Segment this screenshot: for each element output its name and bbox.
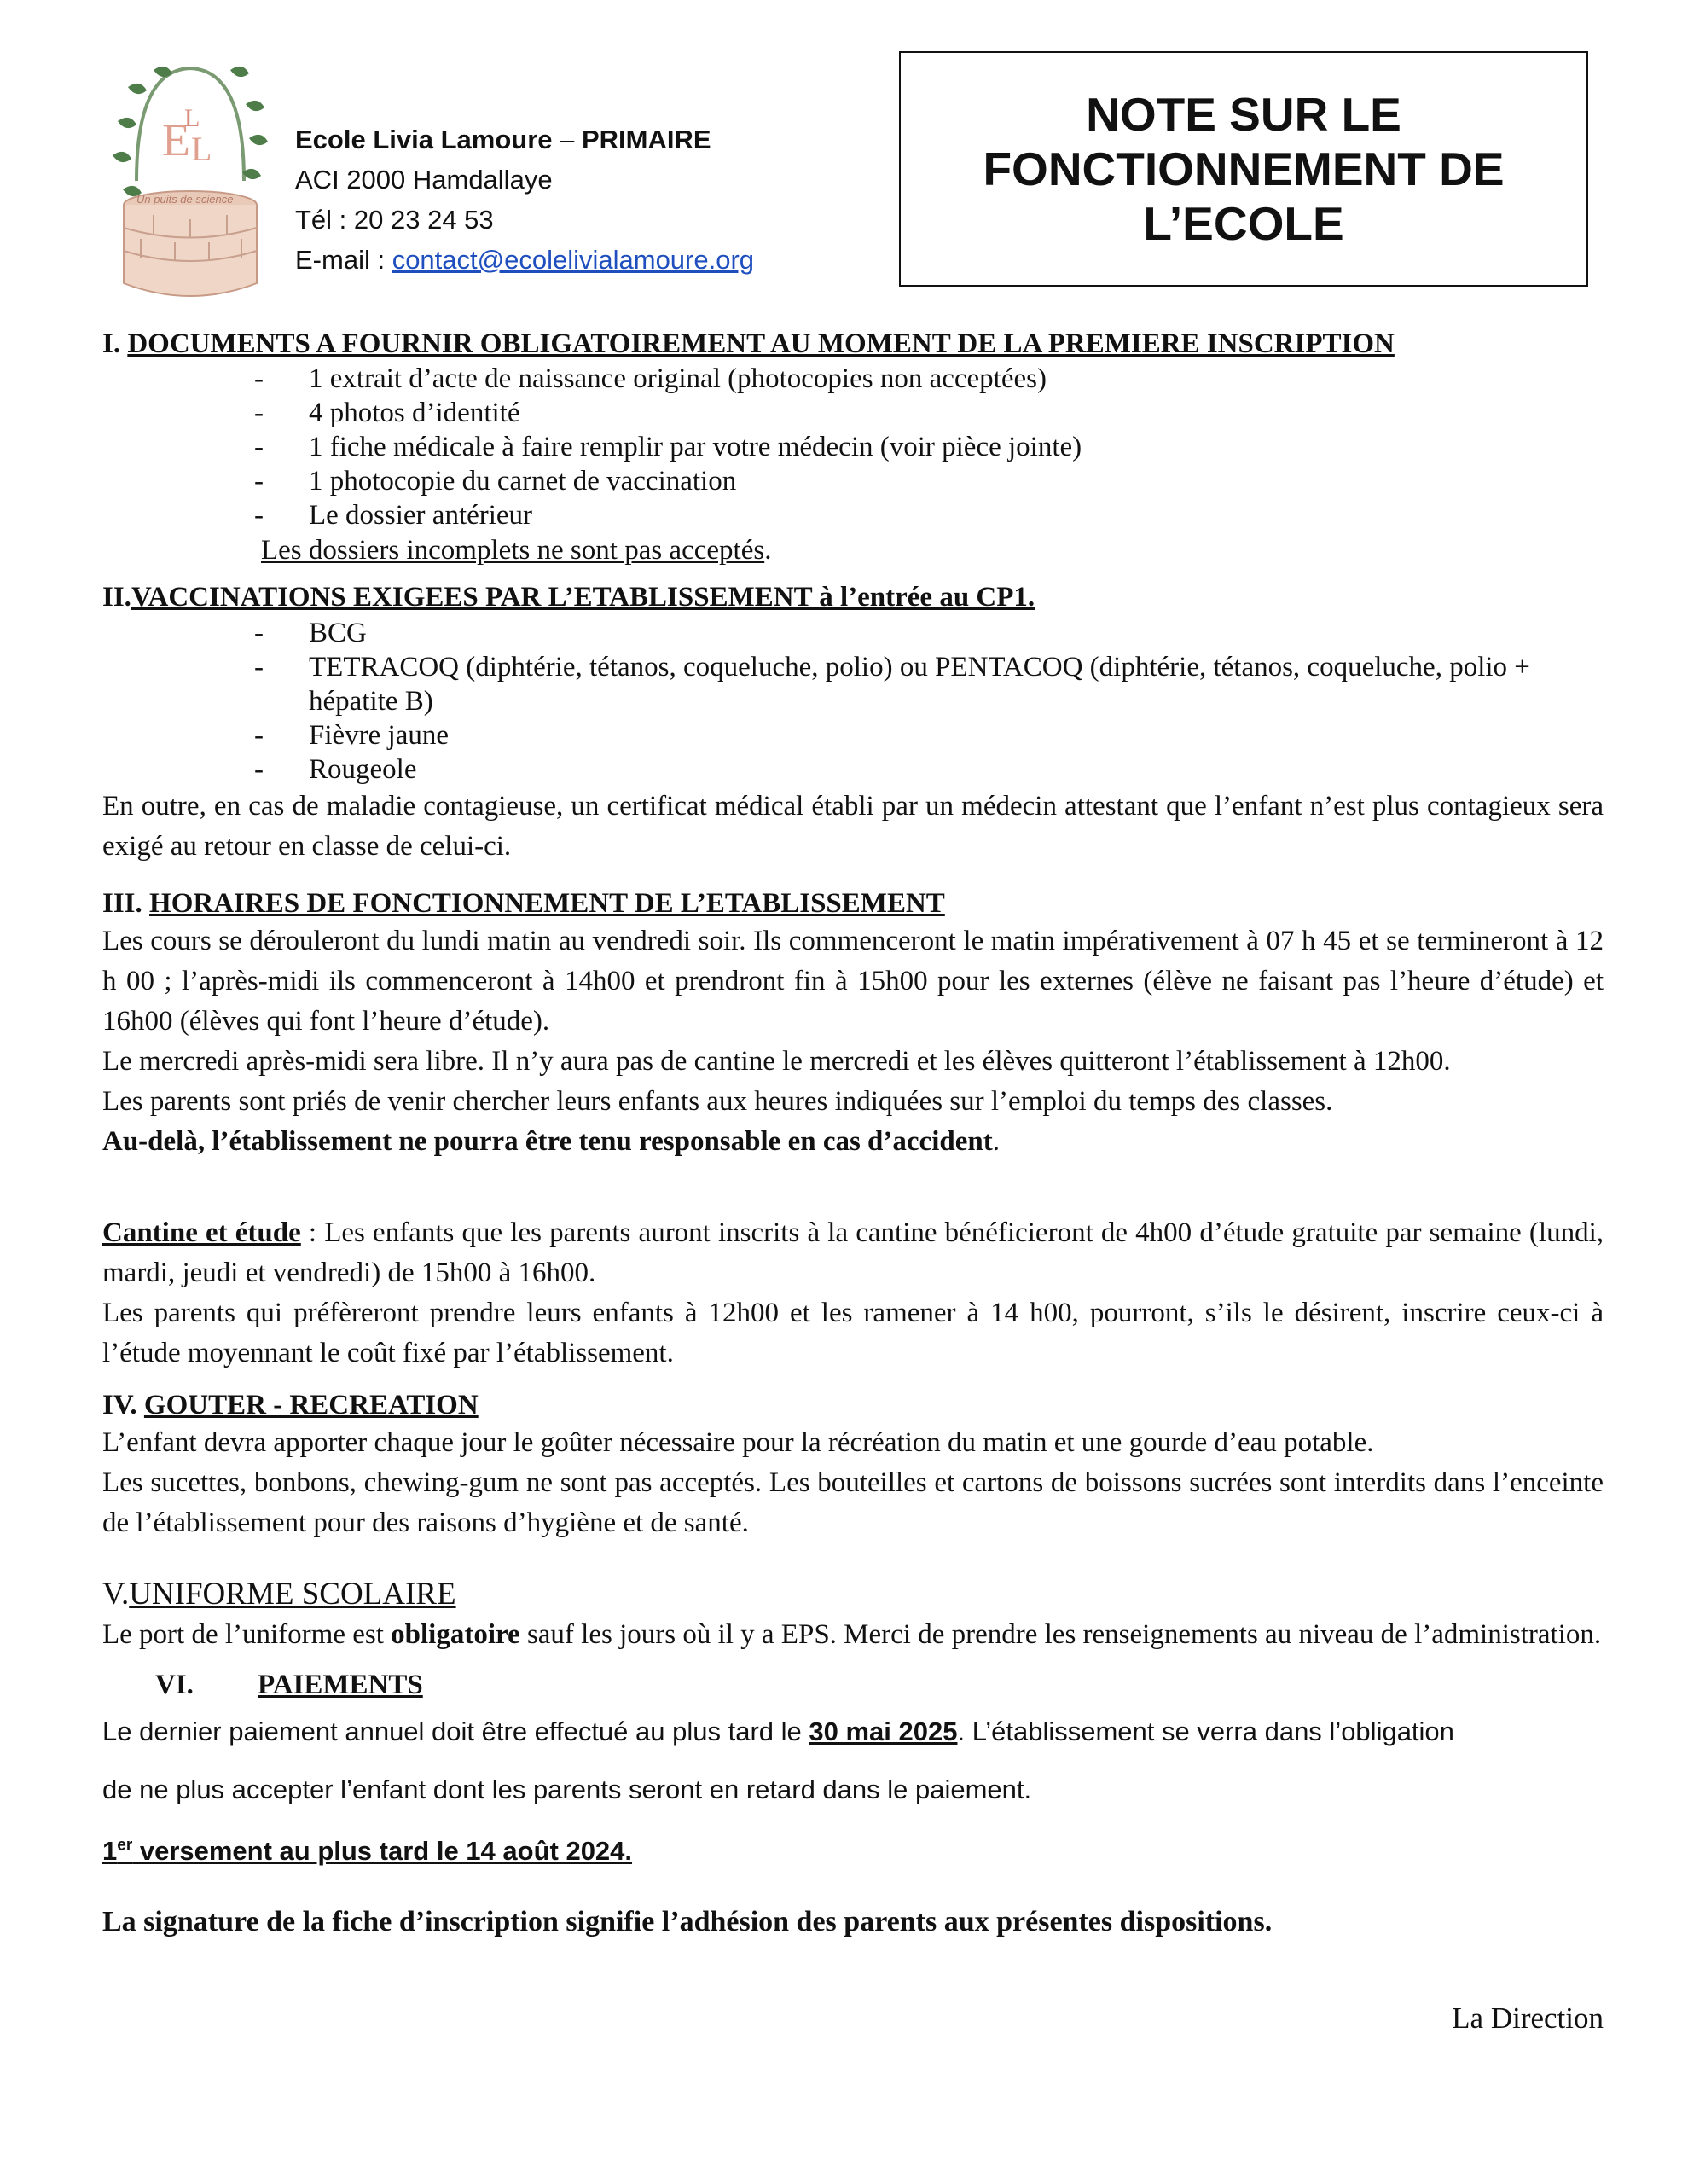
- section-1-heading: I. DOCUMENTS A FOURNIR OBLIGATOIREMENT AU MOMENT DE LA PREMIERE INSCRIPTION: [102, 328, 1395, 359]
- school-logo: [102, 53, 278, 302]
- school-info: [295, 119, 754, 280]
- section-2-heading: II.VACCINATIONS EXIGEES PAR L’ETABLISSEMENT à l’entrée au CP1.: [102, 582, 1035, 613]
- list-item: - 1 extrait d’acte de naissance original (photocopies non acceptées): [254, 362, 1604, 396]
- contagious-note: En outre, en cas de maladie contagieuse, un certificat médical établi par un médecin attestant que l’enfant n’est plus contagieux sera exigé au retour en classe de celui-ci.: [102, 791, 1604, 862]
- list-item: - TETRACOQ (diphtérie, tétanos, coqueluche, polio) ou PENTACOQ (diphtérie, tétanos, coqueluche, polio + hépatite B): [254, 650, 1604, 718]
- incomplete-note: Les dossiers incomplets ne sont pas acceptés.: [261, 535, 772, 566]
- logo-motto: Un puits de science: [136, 193, 234, 206]
- section-4-heading: IV. GOUTER - RECREATION: [102, 1390, 479, 1420]
- school-phone: Tél : 20 23 24 53: [295, 205, 494, 235]
- schedule-paragraph: Les cours se dérouleront du lundi matin au vendredi soir. Ils commenceront le matin impérativement à 07 h 45 et se termineront à 12 h 00 ; l’après-midi ils commenceront à 14h00 et prendront fin à 15h00 pour les externes (élève ne faisant pas l’heure d’étude) et 16h00 (élèves qui font l’heure d’étude).: [102, 926, 1604, 1037]
- list-item: - Rougeole: [254, 752, 1604, 787]
- uniform-paragraph: Le port de l’uniforme est obligatoire sauf les jours où il y a EPS. Merci de prendre les renseignements au niveau de l’administration.: [102, 1619, 1602, 1650]
- school-address: ACI 2000 Hamdallaye: [295, 165, 553, 195]
- page-title: NOTE SUR LE FONCTIONNEMENT DE L’ECOLE: [983, 88, 1505, 250]
- list-item: - 1 photocopie du carnet de vaccination: [254, 464, 1604, 498]
- wednesday-paragraph: Le mercredi après-midi sera libre. Il n’y aura pas de cantine le mercredi et les élèves quitteront l’établissement à 12h00.: [102, 1046, 1451, 1077]
- list-item: - 4 photos d’identité: [254, 396, 1604, 430]
- cantine-paragraph: Cantine et étude : Les enfants que les parents auront inscrits à la cantine bénéficieront de 4h00 d’étude gratuite par semaine (lundi, mardi, jeudi et vendredi) de 15h00 à 16h00.: [102, 1217, 1604, 1288]
- list-item: - 1 fiche médicale à faire remplir par votre médecin (voir pièce jointe): [254, 430, 1604, 464]
- documents-list: [102, 362, 1604, 532]
- responsibility-paragraph: Au-delà, l’établissement ne pourra être tenu responsable en cas d’accident.: [102, 1126, 1000, 1157]
- pickup-paragraph: Les parents sont priés de venir chercher leurs enfants aux heures indiquées sur l’emploi du temps des classes.: [102, 1086, 1333, 1117]
- svg-text:E: E: [162, 114, 190, 166]
- first-payment-note: 1er versement au plus tard le 14 août 2024.: [102, 1836, 633, 1867]
- title-box: [899, 51, 1588, 287]
- school-email-line: E-mail : contact@ecolelivialamoure.org: [295, 245, 755, 275]
- snack-paragraph: L’enfant devra apporter chaque jour le goûter nécessaire pour la récréation du matin et une gourde d’eau potable.: [102, 1427, 1374, 1458]
- list-item: - Fièvre jaune: [254, 718, 1604, 752]
- payment-paragraph: Le dernier paiement annuel doit être effectué au plus tard le 30 mai 2025. L’établissement se verra dans l’obligation de ne plus accepter l’enfant dont les parents seront en retard dans le paiement.: [102, 1716, 1454, 1804]
- section-6-heading: VI. PAIEMENTS: [155, 1670, 423, 1700]
- list-item: - Le dossier antérieur: [254, 498, 1604, 532]
- closing-statement: La signature de la fiche d’inscription signifie l’adhésion des parents aux présentes dispositions.: [102, 1906, 1273, 1938]
- list-item: - BCG: [254, 616, 1604, 650]
- sweets-paragraph: Les sucettes, bonbons, chewing-gum ne sont pas acceptés. Les bouteilles et cartons de boissons sucrées sont interdits dans l’enceinte de l’établissement pour des raisons d’hygiène et de santé.: [102, 1467, 1604, 1538]
- document-body: [102, 326, 1604, 2036]
- svg-text:L: L: [184, 104, 200, 132]
- study-paragraph: Les parents qui préfèreront prendre leurs enfants à 12h00 et les ramener à 14 h00, pourront, s’ils le désirent, inscrire ceux-ci à l’étude moyennant le coût fixé par l’établissement.: [102, 1298, 1604, 1368]
- section-5-heading: V.UNIFORME SCOLAIRE: [102, 1577, 456, 1612]
- svg-text:L: L: [191, 130, 212, 168]
- well-logo-icon: [102, 53, 278, 302]
- email-link[interactable]: contact@ecolelivialamoure.org: [392, 245, 755, 275]
- section-3-heading: III. HORAIRES DE FONCTIONNEMENT DE L’ETABLISSEMENT: [102, 888, 945, 919]
- vaccinations-list: [102, 616, 1604, 787]
- signature: La Direction: [1452, 2001, 1604, 2036]
- school-name-line: Ecole Livia Lamoure – PRIMAIRE: [295, 125, 711, 154]
